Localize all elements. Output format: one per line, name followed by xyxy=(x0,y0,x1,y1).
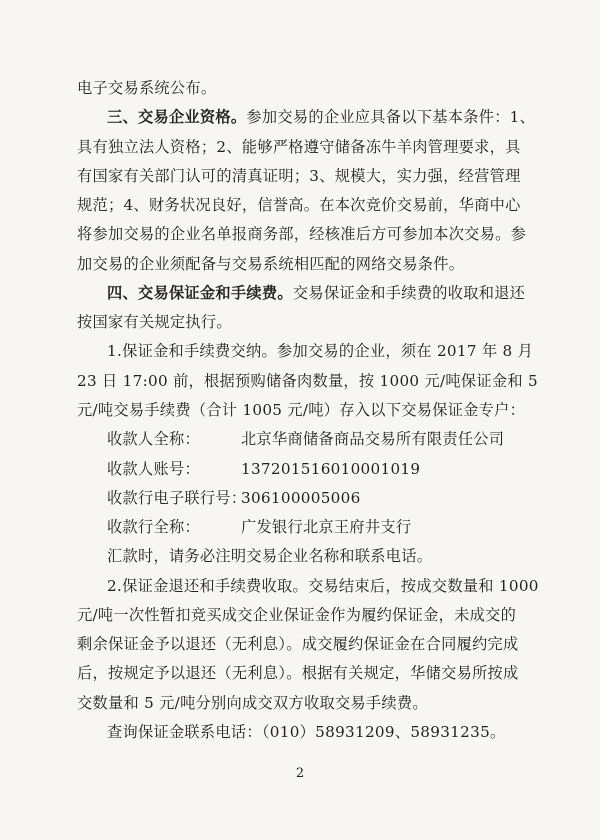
text-line: 23 日 17:00 前，根据预购储备肉数量，按 1000 元/吨保证金和 5 xyxy=(77,372,538,390)
text-line: 电子交易系统公布。 xyxy=(77,79,217,97)
text-line: 按国家有关规定执行。 xyxy=(77,313,232,331)
payee-row xyxy=(107,429,504,449)
bank-row xyxy=(107,517,411,537)
text-line: 具有独立法人资格；2、能够严格遵守储备冻牛羊肉管理要求，具 xyxy=(77,138,521,156)
section-four-heading: 四、交易保证金和手续费。 xyxy=(107,284,293,302)
account-row xyxy=(107,459,420,479)
section-three-heading: 三、交易企业资格。 xyxy=(107,108,247,126)
text-line: 加交易的企业须配备与交易系统相匹配的网络交易条件。 xyxy=(77,255,465,273)
bank-value: 广发银行北京王府井支行 xyxy=(241,518,412,536)
text-line: 有国家有关部门认可的清真证明；3、规模大，实力强，经营管理 xyxy=(77,167,521,185)
text-span: 交易保证金和手续费的收取和退还 xyxy=(292,284,526,302)
text-line: 将参加交易的企业名单报商务部，经核准后方可参加本次交易。参 xyxy=(77,225,527,243)
text-span: 参加交易的企业应具备以下基本条件：1、 xyxy=(246,108,536,126)
text-line: 1.保证金和手续费交纳。参加交易的企业，须在 2017 年 8 月 xyxy=(107,342,534,360)
section-four-line xyxy=(107,283,525,303)
payee-label: 收款人全称： xyxy=(107,430,200,448)
text-line: 交数量和 5 元/吨分别向成交双方收取交易手续费。 xyxy=(77,694,428,712)
text-line: 元/吨一次性暂扣竞买成交企业保证金作为履约保证金，未成交的 xyxy=(77,606,517,624)
text-line: 后，按规定予以退还（无利息）。根据有关规定，华储交易所按成 xyxy=(77,664,519,682)
bank-code-row xyxy=(107,488,361,508)
text-line: 剩余保证金予以退还（无利息）。成交履约保证金在合同履约完成 xyxy=(77,635,519,653)
bank-label: 收款行全称： xyxy=(107,518,200,536)
contact-line: 查询保证金联系电话：（010）58931209、58931235。 xyxy=(107,723,506,741)
remit-note: 汇款时，请务必注明交易企业名称和联系电话。 xyxy=(107,547,433,565)
account-label: 收款人账号： xyxy=(107,460,200,478)
account-value: 137201516010001019 xyxy=(241,460,421,478)
section-three-line xyxy=(107,107,535,127)
payee-value: 北京华商储备商品交易所有限责任公司 xyxy=(241,430,505,448)
text-line: 元/吨交易手续费（合计 1005 元/吨）存入以下交易保证金专户： xyxy=(77,401,526,419)
text-line: 规范；4、财务状况良好，信誉高。在本次竞价交易前，华商中心 xyxy=(77,196,521,214)
bank-code-label: 收款行电子联行号： xyxy=(107,489,247,507)
page-number: 2 xyxy=(295,766,305,781)
text-line: 2.保证金退还和手续费收取。交易结束后，按成交数量和 1000 xyxy=(107,577,539,595)
bank-code-value: 306100005006 xyxy=(241,489,361,507)
